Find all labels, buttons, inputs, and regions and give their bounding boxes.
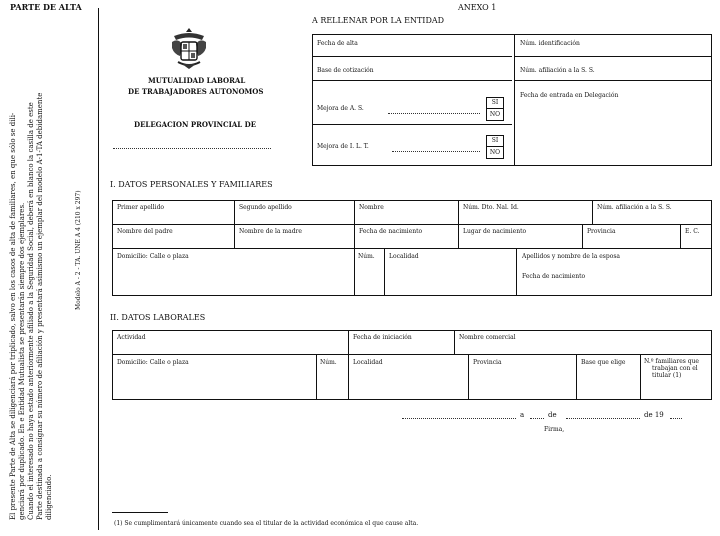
num-dni-label: Núm. Dto. Nal. Id. — [463, 204, 519, 211]
date-a-label: a — [520, 411, 525, 419]
apellidos-esposa-label: Apellidos y nombre de la esposa — [522, 253, 620, 260]
fecha-entrada-label: Fecha de entrada en Delegación — [520, 92, 619, 99]
ec-label: E. C. — [685, 228, 700, 235]
provincia-label: Provincia — [587, 228, 616, 235]
domicilio-laboral-label: Domicilio: Calle o plaza — [117, 359, 189, 366]
date-year-label: de 19 — [644, 411, 664, 419]
rellenar-title: A RELLENAR POR LA ENTIDAD — [312, 16, 445, 25]
no-option[interactable]: NO — [489, 149, 501, 156]
mejora-ilt-si-no[interactable] — [486, 135, 504, 159]
si-option[interactable]: SI — [487, 98, 503, 109]
fecha-alta-label: Fecha de alta — [317, 40, 358, 47]
localidad-laboral-label: Localidad — [353, 359, 383, 366]
anexo-title: ANEXO 1 — [458, 3, 497, 12]
side-note-line: diligenciado. — [45, 474, 53, 520]
nombre-padre-label: Nombre del padre — [117, 228, 173, 235]
provincia-laboral-label: Provincia — [473, 359, 502, 366]
coat-of-arms-icon — [170, 26, 208, 70]
side-note-line: Parte destinada a consignar su número de afiliación y presentará asimismo un ejemplar del modelo A-1-TA debidamente — [36, 92, 44, 520]
familiares-label-2: trabajan con el — [652, 365, 698, 372]
fecha-iniciacion-label: Fecha de iniciación — [353, 334, 412, 341]
nombre-label: Nombre — [359, 204, 384, 211]
year-fill[interactable] — [670, 418, 682, 419]
modelo-label-wrap — [74, 190, 83, 310]
delegacion-fill-line[interactable] — [113, 148, 271, 149]
nombre-madre-label: Nombre de la madre — [239, 228, 302, 235]
localidad-label: Localidad — [389, 253, 419, 260]
actividad-label: Actividad — [117, 334, 146, 341]
familiares-label-3: titular (1) — [652, 372, 682, 379]
mejora-as-fill[interactable] — [388, 113, 480, 114]
num-identificacion-label: Núm. identificación — [520, 40, 580, 47]
day-fill[interactable] — [530, 418, 544, 419]
segundo-apellido-label: Segundo apellido — [239, 204, 292, 211]
date-de-label: de — [548, 411, 557, 419]
month-fill[interactable] — [566, 418, 640, 419]
mejora-as-label: Mejora de A. S. — [317, 105, 364, 112]
no-option[interactable]: NO — [489, 111, 501, 118]
section2-title: II. DATOS LABORALES — [110, 313, 206, 322]
margin-rule — [98, 8, 99, 530]
familiares-label-1: N.º familiares que — [644, 358, 699, 365]
base-cotizacion-label: Base de cotización — [317, 67, 374, 74]
parte-alta-title: PARTE DE ALTA — [10, 2, 82, 12]
entity-box — [312, 34, 712, 166]
num-label: Núm. — [358, 253, 375, 260]
side-note-line: genciará por duplicado. En e Entidad Mutualista se presentarán siempre dos ejemplares. — [18, 202, 26, 520]
modelo-label: Modelo A - 2 - TA. UNE A 4 (210 x 297) — [75, 190, 82, 310]
place-fill[interactable] — [402, 418, 516, 419]
side-note-line: Cuando el interesado no haya estado anteriormente afiliado a la Seguridad Social, deberá en blanco la casilla de este — [27, 102, 35, 520]
delegacion-label: DELEGACION PROVINCIAL DE — [134, 120, 257, 129]
num-laboral-label: Núm. — [320, 359, 337, 366]
org-line-2: DE TRABAJADORES AUTONOMOS — [128, 87, 264, 96]
side-note-line: El presente Parte de Alta se diligenciará por triplicado, salvo en los casos de alta de familiares, en que sólo se dili- — [9, 112, 17, 520]
primer-apellido-label: Primer apellido — [117, 204, 165, 211]
firma-label: Firma, — [544, 426, 565, 433]
footnote: (1) Se cumplimentará únicamente cuando sea el titular de la actividad económica el que cause alta. — [114, 520, 419, 527]
mejora-ilt-label: Mejora de I. L. T. — [317, 143, 369, 150]
base-elige-label: Base que elige — [581, 359, 626, 366]
nombre-comercial-label: Nombre comercial — [459, 334, 516, 341]
fecha-nacimiento-esposa-label: Fecha de nacimiento — [522, 273, 586, 280]
org-line-1: MUTUALIDAD LABORAL — [148, 76, 246, 85]
section1-title: I. DATOS PERSONALES Y FAMILIARES — [110, 180, 273, 189]
fecha-nacimiento-label: Fecha de nacimiento — [359, 228, 423, 235]
side-notes — [9, 93, 54, 520]
mejora-as-si-no[interactable] — [486, 97, 504, 121]
num-afiliacion-label: Núm. afiliación a la S. S. — [520, 67, 595, 74]
num-afiliacion-ss-label: Núm. afiliación a la S. S. — [597, 204, 672, 211]
si-option[interactable]: SI — [487, 136, 503, 147]
lugar-nacimiento-label: Lugar de nacimiento — [463, 228, 527, 235]
mejora-ilt-fill[interactable] — [392, 151, 480, 152]
domicilio-label: Domicilio: Calle o plaza — [117, 253, 189, 260]
